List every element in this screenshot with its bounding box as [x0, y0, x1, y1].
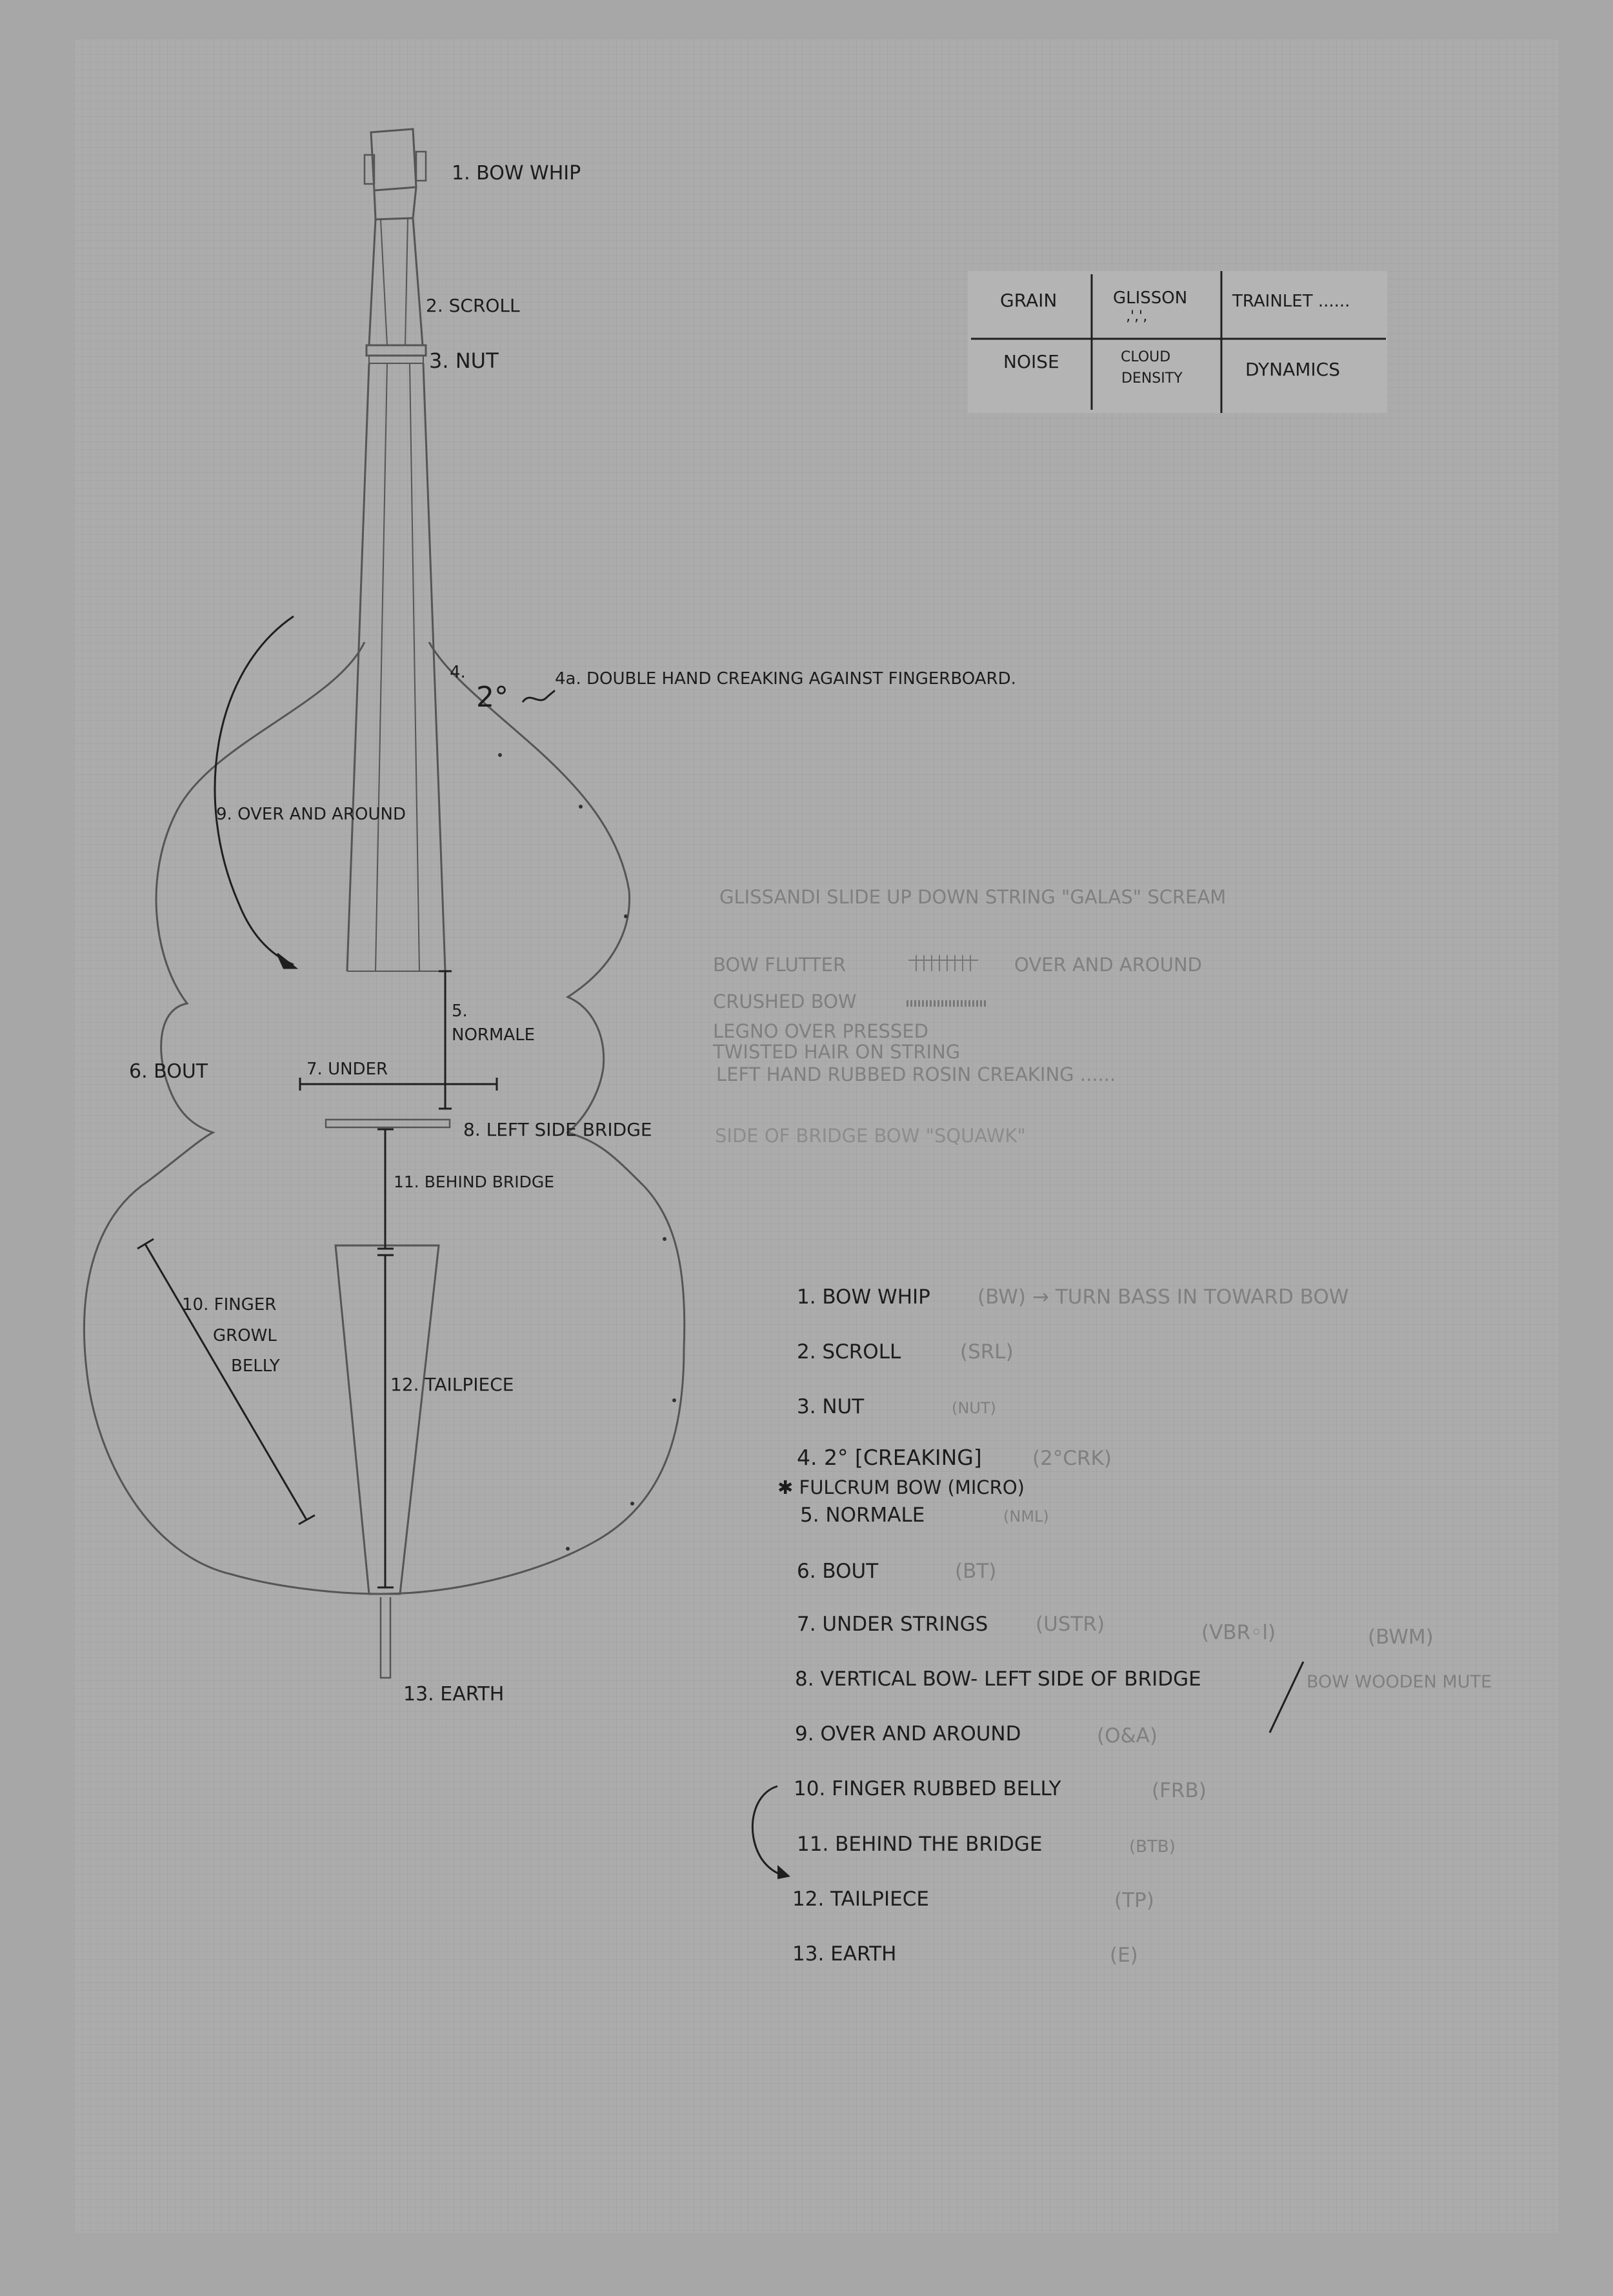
list-abbr-5: (NML): [1003, 1507, 1049, 1526]
list-item-12: 12. TAILPIECE: [792, 1888, 929, 1911]
list-item-6: 6. BOUT: [797, 1560, 879, 1583]
list-abbr-12: (TP): [1114, 1889, 1154, 1912]
arrowhead-icon: [277, 954, 296, 968]
list-note-1: → TURN BASS IN TOWARD BOW: [1032, 1285, 1349, 1309]
note-left-hand-rosin: LEFT HAND RUBBED ROSIN CREAKING ......: [716, 1063, 1116, 1085]
list-item-9: 9. OVER AND AROUND: [795, 1722, 1021, 1746]
normale-line: [439, 971, 452, 1109]
nut-base: [369, 356, 423, 363]
note-bow-flutter: BOW FLUTTER: [713, 954, 847, 976]
list-abbr-3: (NUT): [952, 1399, 996, 1417]
tailpiece-line: [377, 1255, 394, 1587]
label-normale-num: 5.: [452, 1002, 468, 1021]
body-dots: [498, 753, 676, 1551]
label-2deg: 2°: [476, 681, 508, 714]
legend-glisson: GLISSON: [1113, 288, 1188, 308]
list-abbr-10: (FRB): [1152, 1779, 1207, 1802]
over-around-arrow: [215, 616, 294, 965]
legend-noise: NOISE: [1003, 351, 1059, 372]
behind-bridge-line: [377, 1129, 394, 1249]
list-bwm: (BWM): [1368, 1626, 1434, 1649]
label-normale: NORMALE: [452, 1025, 536, 1045]
list-fulcrum-note: ✱ FULCRUM BOW (MICRO): [777, 1476, 1025, 1498]
note-twisted-hair: TWISTED HAIR ON STRING: [713, 1041, 961, 1063]
pen-markings: [137, 616, 555, 1587]
flutter-hatch-icon: [908, 955, 978, 971]
list-abbr-7: (USTR): [1036, 1613, 1105, 1636]
nut-block: [366, 345, 426, 356]
swap-arrow: [752, 1786, 784, 1875]
label-scroll: 2. SCROLL: [426, 295, 520, 316]
peg-right: [416, 152, 426, 181]
list-bow-wooden-mute: BOW WOODEN MUTE: [1307, 1672, 1492, 1692]
list-item-13: 13. EARTH: [792, 1942, 897, 1966]
slash-divider: [1270, 1662, 1303, 1733]
list-abbr-13: (E): [1110, 1944, 1138, 1967]
fingerboard-inner: [376, 363, 419, 971]
label-growl: GROWL: [213, 1326, 277, 1345]
list-vbrl: (VBR◦l): [1201, 1621, 1276, 1644]
list-abbr-4: (2°CRK): [1032, 1447, 1112, 1470]
label-bout: 6. BOUT: [129, 1060, 208, 1083]
label-nut: 3. NUT: [429, 348, 499, 373]
list-item-2: 2. SCROLL: [797, 1340, 901, 1364]
list-item-4: 4. 2° [CREAKING]: [797, 1445, 982, 1470]
legend-dynamics: DYNAMICS: [1245, 359, 1340, 380]
list-abbr-1: (BW): [977, 1285, 1027, 1309]
pegbox: [374, 187, 416, 219]
list-item-1: 1. BOW WHIP: [797, 1285, 930, 1309]
note-glissandi: GLISSANDI SLIDE UP DOWN STRING "GALAS" SCREAM: [719, 886, 1227, 908]
endpin: [381, 1597, 390, 1678]
label-tailpiece: 12. TAILPIECE: [390, 1374, 514, 1395]
list-abbr-2: (SRL): [960, 1340, 1014, 1364]
label-finger: 10. FINGER: [182, 1295, 277, 1314]
swap-arrowhead-icon: [777, 1865, 790, 1879]
technique-list: [752, 1285, 1492, 1967]
fingerboard: [347, 363, 445, 971]
legend-density: DENSITY: [1121, 370, 1183, 387]
tilde-icon: [523, 690, 555, 702]
list-abbr-6: (BT): [955, 1560, 997, 1583]
list-item-11: 11. BEHIND THE BRIDGE: [797, 1833, 1043, 1856]
under-line: [300, 1078, 497, 1091]
note-crushed-bow: CRUSHED BOW: [713, 991, 857, 1012]
list-item-3: 3. NUT: [797, 1395, 865, 1418]
legend-table: [968, 271, 1387, 413]
tailpiece-shape: [336, 1245, 439, 1594]
pegbox-inner: [381, 218, 408, 345]
list-abbr-11: (BTB): [1129, 1837, 1176, 1857]
note-side-of-bridge: SIDE OF BRIDGE BOW "SQUAWK": [715, 1125, 1026, 1147]
note-legno: LEGNO OVER PRESSED: [713, 1020, 928, 1042]
list-item-5: 5. NORMALE: [800, 1504, 925, 1527]
label-belly: BELLY: [231, 1356, 280, 1376]
legend-trainlet: TRAINLET ......: [1232, 292, 1350, 311]
list-abbr-9: (O&A): [1097, 1724, 1157, 1747]
label-creaking: 4a. DOUBLE HAND CREAKING AGAINST FINGERBOARD.: [555, 669, 1016, 689]
pegbox-sides: [369, 218, 423, 345]
label-bow-whip: 1. BOW WHIP: [452, 162, 581, 185]
label-4: 4.: [450, 663, 466, 682]
finger-growl-line: [137, 1239, 315, 1524]
legend-glisson-marks: ‚'‚'‚: [1126, 308, 1148, 325]
label-behind-bridge: 11. BEHIND BRIDGE: [394, 1173, 555, 1191]
legend-grain: GRAIN: [1000, 290, 1057, 311]
drawing-labels: [129, 162, 1016, 1706]
list-item-8: 8. VERTICAL BOW- LEFT SIDE OF BRIDGE: [795, 1667, 1201, 1691]
note-over-around: OVER AND AROUND: [1014, 954, 1202, 976]
scroll-head: [371, 129, 416, 190]
label-earth: 13. EARTH: [403, 1683, 505, 1706]
bridge: [326, 1120, 450, 1127]
label-over-around: 9. OVER AND AROUND: [216, 805, 406, 824]
label-left-side-bridge: 8. LEFT SIDE BRIDGE: [463, 1119, 652, 1140]
list-item-10: 10. FINGER RUBBED BELLY: [794, 1777, 1061, 1800]
list-item-7: 7. UNDER STRINGS: [797, 1613, 988, 1636]
label-under: 7. UNDER: [306, 1060, 388, 1079]
pencil-notes: [712, 886, 1226, 1147]
legend-cloud: CLOUD: [1121, 349, 1171, 365]
